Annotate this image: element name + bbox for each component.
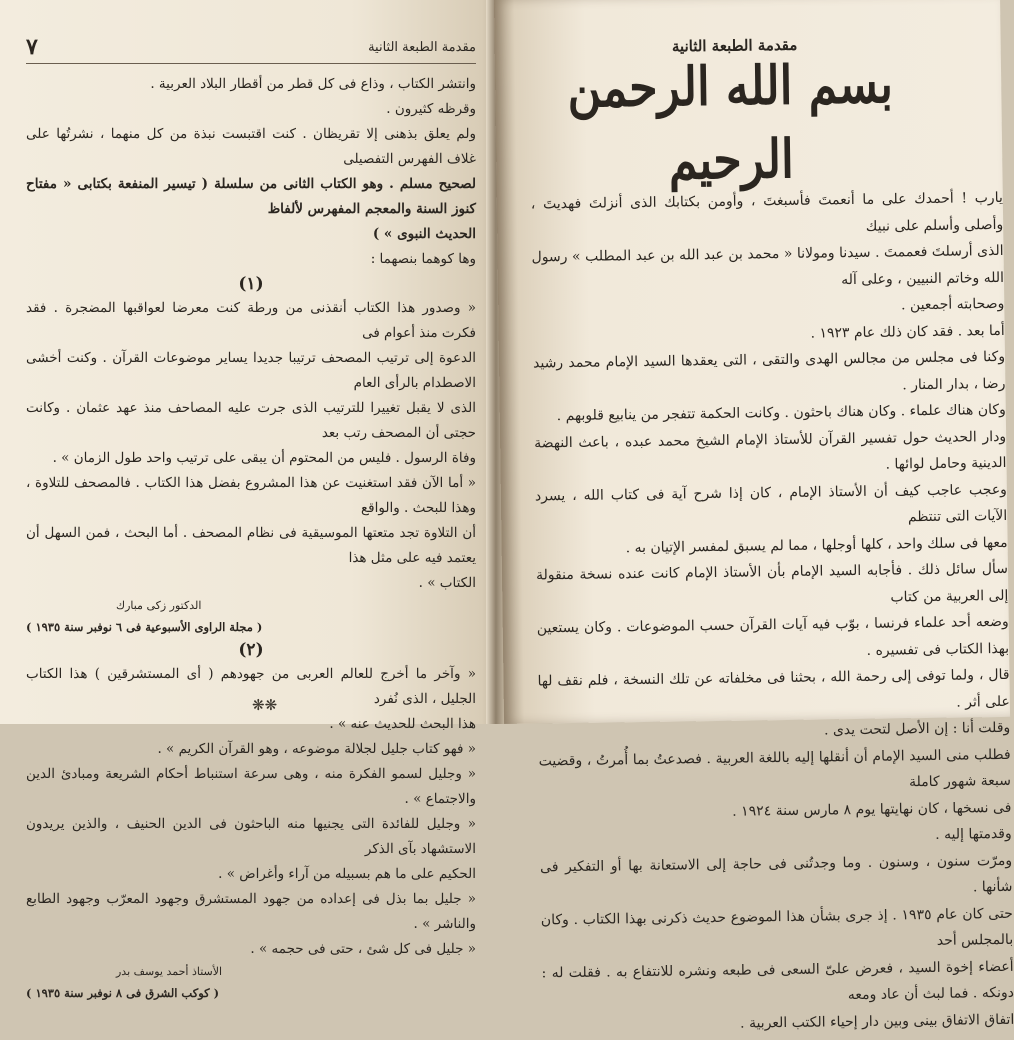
basmala-calligraphy: بسم الله الرحمن الرحيم: [567, 52, 894, 192]
paragraph: قال ، ولما توفى إلى رحمة الله ، بحثنا فى مخلفاته عن تلك النسخة ، فلم نقف لها على أثر .: [537, 666, 1010, 711]
paragraph: معها فى سلك واحد ، كلها أوجلها ، مما لم يسبق لمفسر الإتيان به .: [625, 534, 1008, 556]
paragraph: وكنا فى مجلس من مجالس الهدى والتقى ، التى يعقدها السيد الإمام محمد رشيد رضا ، بدار المنار .: [532, 348, 1006, 393]
right-page: [494, 0, 1014, 1032]
paragraph: وضعه أحد علماء فرنسا ، بوّب فيه آيات القرآن حسب الموضوعات . وكان يستعين بهذا الكتاب فى تفسيره .: [536, 613, 1010, 659]
paragraph: وها كوهما بنصهما :: [370, 251, 476, 267]
paragraph: يارب ! أحمدك على ما أنعمتَ فأسبغتَ ، وأومن بكتابك الذى أنزلتَ فهديتَ ، وأصلى وأسلم على نبيك: [530, 189, 1004, 235]
quote-line: « جليل بما بذل فى إعداده من جهود المستشرق وجهود المعرّب وجهود الطابع والناشر » .: [26, 891, 476, 932]
paragraph: لصحيح مسلم . وهو الكتاب الثانى من سلسلة ( تيسير المنفعة بكتابى « مفتاح كنوز السنة والمعجم المفهرس لألفاظ: [26, 176, 476, 217]
quote-line: « وآخر ما أخرج للعالم العربى من جهودهم ( أى المستشرقين ) هذا الكتاب الجليل ، الذى نُفرد: [26, 666, 476, 707]
quote-line: أن التلاوة تجد متعتها الموسيقية فى نظام المصحف . أما البحث ، فمن السهل أن يعتمد فيه على مثل هذا: [26, 525, 476, 566]
paragraph: وصحابته أجمعين .: [900, 295, 1005, 314]
signature: الأستاذ أحمد يوسف بدر: [116, 965, 223, 978]
running-header: [26, 34, 476, 64]
quote-line: الكتاب » .: [418, 575, 476, 591]
paragraph: ولم يعلق بذهنى إلا تقريظان . كنت اقتبست نبذة من كل منهما ، نشرتُها على غلاف الفهرس التفصيلى: [26, 126, 476, 167]
source-citation: ( مجلة الراوى الأسبوعية فى ٦ نوفبر سنة ١٩٣٥ ): [26, 620, 263, 634]
paragraph: سأل سائل ذلك . فأجابه السيد الإمام بأن الأستاذ الإمام كانت عنده نسخة منقولة إلى العربية من كتاب: [535, 560, 1009, 606]
section-number: (٢): [238, 640, 264, 660]
page-title: مقدمة الطبعة الثانية: [671, 35, 798, 56]
paragraph: ودار الحديث حول تفسير القرآن للأستاذ الإمام الشيخ محمد عبده ، باعث النهضة الدينية وحامل لوائها .: [534, 428, 1007, 473]
paragraph: أعضاء إخوة السيد ، فعرض علىّ السعى فى طبعه ونشره للانتفاع به . فقلت له : دونكه . فما لبث أن عاد ومعه: [541, 958, 1014, 1004]
quote-line: « وصدور هذا الكتاب أنقذنى من ورطة كنت معرضا لعواقبها المضجرة . فقد فكرت منذ أعوام فى: [26, 300, 476, 341]
paragraph: حتى كان عام ١٩٣٥ . إذ جرى بشأن هذا الموضوع حديث ذكرنى بهذا الكتاب . وكان بالمجلس أحد: [540, 905, 1014, 949]
paragraph: الذى أرسلتَ فعممتَ . سيدنا ومولانا « محمد بن عبد الله بن عبد المطلب » رسول الله وخاتم النبيين ، وعلى آله: [531, 242, 1005, 288]
paragraph: وقلت أنا : إن الأصل لتحت يدى .: [823, 719, 1011, 739]
quote-line: « جليل فى كل شئ ، حتى فى حجمه » .: [250, 941, 476, 957]
signature: الدكتور زكى مبارك: [116, 599, 202, 612]
paragraph: فطلب منى السيد الإمام أن أنقلها إليه باللغة العربية . فصدعتُ بما أُمرتُ ، وقضيت سبعة شهور كاملة: [538, 746, 1012, 791]
paragraph: وانتشر الكتاب ، وذاع فى كل قطر من أقطار البلاد العربية .: [150, 76, 476, 92]
running-header-title: مقدمة الطبعة الثانية: [368, 39, 476, 55]
quote-line: الدعوة إلى ترتيب المصحف ترتيبا جديدا يساير موضوعات القرآن . وكنت أخشى الاصطدام بالرأى العام: [26, 350, 476, 391]
quote-line: « وجليل لسمو الفكرة منه ، وهى سرعة استنباط أحكام الشريعة ومبادئ الدين والاجتماع » .: [26, 766, 476, 807]
quote-line: « وجليل للفائدة التى يجنيها منه الباحثون فى الدين الحنيف ، والذين يريدون الاستشهاد بآى الذكر: [26, 816, 476, 857]
quote-line: « فهو كتاب جليل لجلالة موضوعه ، وهو القرآن الكريم » .: [157, 741, 476, 757]
paragraph: الحديث النبوى » ): [372, 226, 476, 242]
quote-line: « أما الآن فقد استغنيت عن هذا المشروع بفضل هذا الكتاب . فالمصحف للتلاوة ، وهذا للبحث . والواقع: [26, 475, 476, 516]
quote-line: هذا البحث للحديث عنه » .: [329, 716, 476, 732]
paragraph: وقرظه كثيرون .: [386, 101, 476, 117]
paragraph: وكان هناك علماء . وكان هناك باحثون . وكانت الحكمة تتفجر من ينابيع قلوبهم .: [556, 401, 1006, 425]
quote-line: الحكيم على ما هم بسبيله من آراء وأغراض » .: [218, 866, 476, 882]
paragraph: فى نسخها ، كان نهايتها يوم ٨ مارس سنة ١٩٢٤ .: [732, 799, 1012, 820]
page-number: ٧: [26, 34, 38, 60]
paragraph: وقدمتها إليه .: [935, 825, 1012, 843]
ornament-icon: ❋❋: [252, 696, 278, 714]
quote-line: الذى لا يقبل تغييرا للترتيب الذى جرت عليه المصاحف منذ عهد عثمان . وكانت حجتى أن المصحف رتب بعد: [26, 400, 476, 441]
quote-line: وفاة الرسول . فليس من المحتوم أن يبقى على ترتيب واحد طول الزمان » .: [52, 450, 476, 466]
paragraph: وعجب عاجب كيف أن الأستاذ الإمام ، كان إذا شرح آية فى كتاب الله ، يسرد الآيات التى تنتظم: [534, 481, 1008, 526]
paragraph: اتفاق الاتفاق بينى وبين دار إحياء الكتب العربية .: [739, 1011, 1014, 1032]
left-page: [0, 0, 502, 1000]
source-citation: ( كوكب الشرق فى ٨ نوفبر سنة ١٩٣٥ ): [26, 986, 220, 1000]
section-number: (١): [238, 274, 264, 294]
paragraph: ومرّت سنون ، وسنون . وما وجدتُنى فى حاجة إلى الاستعانة بها أو التفكير فى شأنها .: [539, 852, 1013, 896]
paragraph: أما بعد . فقد كان ذلك عام ١٩٢٣ .: [810, 322, 1005, 342]
body-text: [531, 185, 1014, 1040]
